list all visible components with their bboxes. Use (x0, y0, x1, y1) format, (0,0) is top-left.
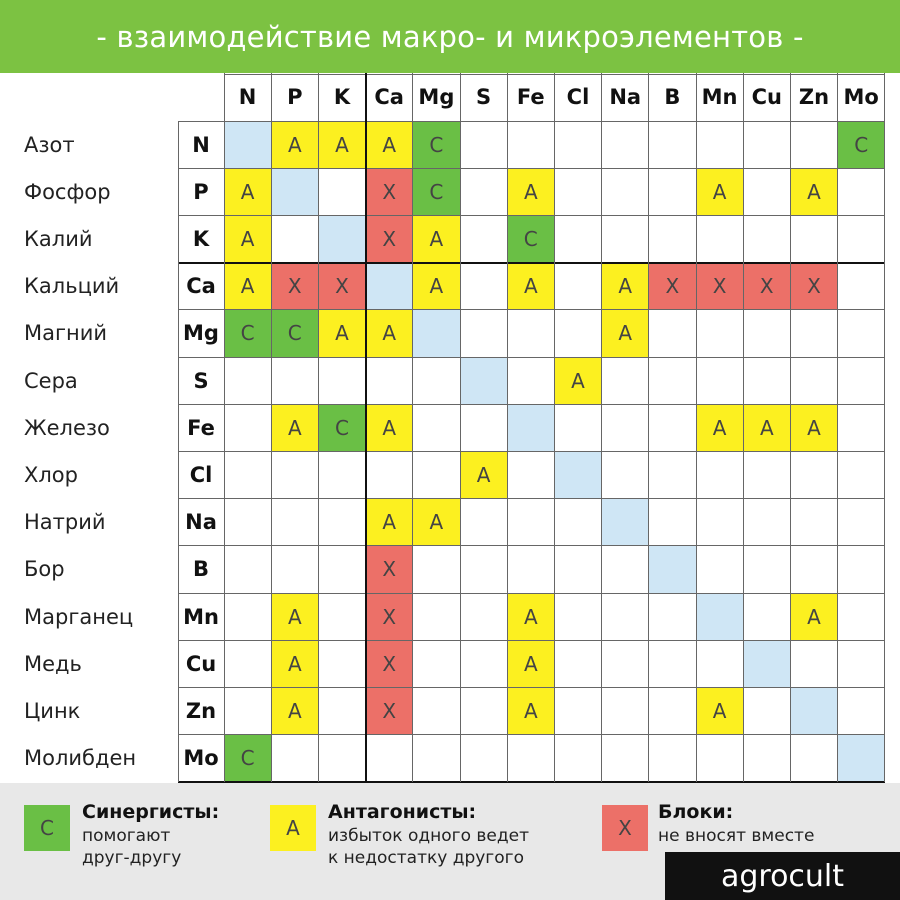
interaction-cell (649, 215, 696, 262)
interaction-cell (838, 215, 885, 262)
interaction-cell: А (554, 357, 601, 404)
row-symbol: Fe (187, 415, 215, 440)
grid-line (648, 73, 649, 782)
interaction-cell (838, 404, 885, 451)
interaction-cell (413, 546, 460, 593)
interaction-cell (838, 168, 885, 215)
interaction-cell (838, 357, 885, 404)
interaction-cell: А (696, 168, 743, 215)
interaction-cell (460, 499, 507, 546)
interaction-cell (460, 168, 507, 215)
interaction-cell: С (271, 310, 318, 357)
grid-line (837, 73, 838, 782)
interaction-cell (460, 546, 507, 593)
grid-line (412, 73, 413, 782)
interaction-cell: А (224, 263, 271, 310)
column-header-cu: Cu (751, 85, 782, 109)
grid-line (178, 734, 885, 735)
interaction-cell (602, 499, 649, 546)
interaction-cell (743, 735, 790, 782)
interaction-cell (790, 451, 837, 498)
interaction-cell (696, 357, 743, 404)
interaction-cell (838, 546, 885, 593)
row-name: Медь (24, 651, 82, 676)
interaction-cell (224, 121, 271, 168)
interaction-cell (554, 215, 601, 262)
grid-line (365, 73, 367, 782)
interaction-cell (602, 404, 649, 451)
interaction-cell (602, 357, 649, 404)
interaction-cell (318, 640, 365, 687)
interaction-cell: А (507, 168, 554, 215)
interaction-cell: А (318, 310, 365, 357)
grid-line (178, 687, 885, 688)
interaction-cell (460, 404, 507, 451)
interaction-cell: А (696, 687, 743, 734)
interaction-cell (790, 499, 837, 546)
interaction-cell: А (413, 263, 460, 310)
interaction-cell (366, 263, 413, 310)
interaction-cell: А (271, 593, 318, 640)
grid-line (178, 215, 885, 216)
column-header-n: N (238, 85, 257, 109)
interaction-cell (649, 357, 696, 404)
interaction-cell: А (507, 593, 554, 640)
interaction-cell: А (271, 404, 318, 451)
interaction-cell: Х (271, 263, 318, 310)
interaction-cell: Х (366, 593, 413, 640)
interaction-cell (413, 593, 460, 640)
interaction-cell (743, 451, 790, 498)
row-symbol: Na (185, 510, 217, 535)
interaction-cell (602, 215, 649, 262)
interaction-cell (271, 357, 318, 404)
legend-antagonism-line1: избыток одного ведет (328, 826, 529, 846)
interaction-cell (366, 735, 413, 782)
interaction-cell (271, 215, 318, 262)
interaction-cell: А (224, 215, 271, 262)
interaction-cell: Х (790, 263, 837, 310)
row-name: Кальций (24, 274, 120, 299)
legend-antagonism-line2: к недостатку другого (328, 848, 524, 868)
grid-line (178, 309, 885, 310)
interaction-cell (696, 451, 743, 498)
interaction-cell (649, 546, 696, 593)
interaction-cell (790, 310, 837, 357)
column-header-mo: Mo (843, 85, 879, 109)
interaction-cell (743, 168, 790, 215)
interaction-cell (554, 687, 601, 734)
grid-line (460, 73, 461, 782)
interaction-cell (790, 735, 837, 782)
grid-line (178, 451, 885, 452)
interaction-cell (507, 735, 554, 782)
interaction-cell (460, 215, 507, 262)
interaction-cell (743, 215, 790, 262)
row-symbol: Mo (183, 746, 219, 771)
row-symbol: Mg (183, 321, 219, 346)
row-symbol: Ca (186, 274, 216, 299)
interaction-cell: А (507, 640, 554, 687)
interaction-cell (649, 499, 696, 546)
interaction-cell: С (224, 735, 271, 782)
interaction-cell (790, 357, 837, 404)
interaction-cell (507, 451, 554, 498)
row-name: Цинк (24, 698, 81, 723)
grid-line (178, 121, 179, 782)
interaction-cell (554, 546, 601, 593)
interaction-cell (649, 593, 696, 640)
interaction-cell (224, 640, 271, 687)
column-header-p: P (287, 85, 303, 109)
interaction-cell (696, 121, 743, 168)
interaction-cell (271, 546, 318, 593)
interaction-cell: А (696, 404, 743, 451)
interaction-cell (790, 687, 837, 734)
grid-line (224, 73, 225, 782)
interaction-cell: С (224, 310, 271, 357)
column-header-mn: Mn (701, 85, 738, 109)
row-name: Железо (24, 415, 110, 440)
interaction-cell: А (366, 310, 413, 357)
interaction-cell (790, 546, 837, 593)
interaction-cell (838, 499, 885, 546)
row-name: Бор (24, 557, 65, 582)
interaction-cell (460, 263, 507, 310)
column-header-ca: Ca (374, 85, 404, 109)
interaction-cell: А (602, 310, 649, 357)
interaction-cell (460, 357, 507, 404)
interaction-cell (224, 357, 271, 404)
interaction-cell (554, 310, 601, 357)
interaction-cell: А (271, 121, 318, 168)
interaction-cell (271, 499, 318, 546)
interaction-cell (413, 687, 460, 734)
grid-line (554, 73, 555, 782)
column-header-b: B (664, 85, 681, 109)
interaction-cell (838, 310, 885, 357)
interaction-cell (649, 735, 696, 782)
interaction-cell (649, 404, 696, 451)
legend-synergy-line2: друг-другу (82, 848, 182, 868)
legend-block-title: Блоки: (658, 801, 734, 823)
interaction-cell (460, 121, 507, 168)
interaction-cell (507, 310, 554, 357)
interaction-cell (507, 499, 554, 546)
grid-line (178, 121, 885, 122)
row-name: Молибден (24, 746, 137, 771)
interaction-cell (554, 640, 601, 687)
interaction-cell (507, 546, 554, 593)
interaction-cell (838, 640, 885, 687)
interaction-cell (271, 168, 318, 215)
interaction-cell (554, 168, 601, 215)
interaction-cell (790, 121, 837, 168)
interaction-cell: А (460, 451, 507, 498)
interaction-cell (224, 451, 271, 498)
grid-line (178, 498, 885, 499)
interaction-cell: А (318, 121, 365, 168)
interaction-cell (224, 404, 271, 451)
column-header-k: K (333, 85, 351, 109)
interaction-cell (554, 499, 601, 546)
interaction-cell (696, 593, 743, 640)
interaction-cell (838, 451, 885, 498)
interaction-cell (602, 593, 649, 640)
grid-line (507, 73, 508, 782)
interaction-cell: Х (649, 263, 696, 310)
interaction-cell (507, 357, 554, 404)
page-title: - взаимодействие макро- и микроэлементов - (0, 0, 900, 73)
row-symbol: Mn (183, 604, 219, 629)
interaction-cell (318, 357, 365, 404)
interaction-cell (318, 735, 365, 782)
interaction-cell (838, 687, 885, 734)
interaction-cell: Х (366, 687, 413, 734)
interaction-cell (696, 310, 743, 357)
interaction-cell (224, 499, 271, 546)
interaction-cell (743, 687, 790, 734)
interaction-cell (460, 687, 507, 734)
interaction-cell (318, 687, 365, 734)
interaction-cell (743, 640, 790, 687)
grid-line (271, 73, 272, 782)
interaction-cell (318, 215, 365, 262)
interaction-cell (460, 640, 507, 687)
interaction-cell (554, 735, 601, 782)
interaction-cell (743, 357, 790, 404)
interaction-cell (649, 687, 696, 734)
interaction-cell: А (507, 263, 554, 310)
row-symbol: P (193, 179, 209, 204)
grid-line (178, 593, 885, 594)
interaction-cell (413, 735, 460, 782)
interaction-cell (318, 499, 365, 546)
interaction-cell: С (838, 121, 885, 168)
row-symbol: Cl (189, 462, 213, 487)
interaction-cell: Х (366, 640, 413, 687)
interaction-cell (743, 121, 790, 168)
interaction-cell (649, 640, 696, 687)
row-symbol: N (192, 132, 210, 157)
grid-line (178, 357, 885, 358)
interaction-cell (366, 357, 413, 404)
legend-antagonism-swatch: А (270, 805, 316, 851)
interaction-cell: А (366, 121, 413, 168)
interaction-cell (602, 121, 649, 168)
interaction-cell: Х (366, 546, 413, 593)
interaction-cell (743, 593, 790, 640)
interaction-cell (838, 263, 885, 310)
interaction-cell (696, 499, 743, 546)
interaction-cell (413, 640, 460, 687)
interaction-cell (554, 263, 601, 310)
row-name: Сера (24, 368, 78, 393)
interaction-cell (271, 451, 318, 498)
interaction-cell (649, 168, 696, 215)
column-header-fe: Fe (516, 85, 545, 109)
grid-line (178, 404, 885, 405)
interaction-cell (602, 546, 649, 593)
interaction-cell (460, 735, 507, 782)
grid-line (696, 73, 697, 782)
row-name: Магний (24, 321, 108, 346)
interaction-cell (507, 404, 554, 451)
grid-line (178, 262, 885, 264)
grid-line (178, 545, 885, 546)
brand-logo: agrocult (665, 852, 900, 900)
row-name: Фосфор (24, 179, 111, 204)
interaction-cell (743, 499, 790, 546)
interaction-cell: Х (318, 263, 365, 310)
interaction-cell: Х (366, 215, 413, 262)
interaction-cell: С (413, 168, 460, 215)
row-name: Азот (24, 132, 75, 157)
interaction-cell: А (271, 640, 318, 687)
row-name: Хлор (24, 462, 78, 487)
legend-block-line1: не вносят вместе (658, 826, 815, 846)
interaction-cell: С (413, 121, 460, 168)
interaction-cell (224, 687, 271, 734)
legend-synergy-title: Синергисты: (82, 801, 220, 823)
interaction-cell: А (790, 593, 837, 640)
column-header-cl: Cl (566, 85, 590, 109)
grid-line (884, 73, 885, 782)
interaction-cell: А (271, 687, 318, 734)
interaction-cell (838, 735, 885, 782)
interaction-cell (649, 310, 696, 357)
interaction-cell (790, 215, 837, 262)
interaction-cell (554, 121, 601, 168)
legend-synergy-swatch: С (24, 805, 70, 851)
interaction-cell (318, 546, 365, 593)
interaction-cell (413, 451, 460, 498)
row-symbol: Zn (185, 698, 217, 723)
interaction-cell (224, 546, 271, 593)
column-header-zn: Zn (798, 85, 830, 109)
grid-line (318, 73, 319, 782)
interaction-cell (554, 593, 601, 640)
interaction-cell (743, 546, 790, 593)
interaction-cell (602, 687, 649, 734)
column-header-na: Na (609, 85, 642, 109)
interaction-cell (602, 168, 649, 215)
row-name: Марганец (24, 604, 134, 629)
interaction-cell (460, 310, 507, 357)
legend-block-swatch: Х (602, 805, 648, 851)
column-header-s: S (476, 85, 492, 109)
interaction-cell (554, 404, 601, 451)
interaction-cell (271, 735, 318, 782)
interaction-cell (460, 593, 507, 640)
interaction-cell: Х (366, 168, 413, 215)
row-name: Калий (24, 226, 93, 251)
interaction-cell: А (366, 404, 413, 451)
grid-line (178, 640, 885, 641)
interaction-cell (838, 593, 885, 640)
interaction-cell: С (507, 215, 554, 262)
interaction-cell: А (743, 404, 790, 451)
interaction-cell (318, 451, 365, 498)
grid-line (790, 73, 791, 782)
interaction-cell (507, 121, 554, 168)
interaction-cell: А (602, 263, 649, 310)
interaction-cell (696, 735, 743, 782)
grid-line (601, 73, 602, 782)
interaction-cell (413, 310, 460, 357)
interaction-cell: А (413, 499, 460, 546)
interaction-cell (649, 451, 696, 498)
interaction-cell: А (790, 168, 837, 215)
grid-line (178, 168, 885, 169)
column-header-mg: Mg (418, 85, 455, 109)
interaction-cell (602, 735, 649, 782)
interaction-cell: А (413, 215, 460, 262)
interaction-cell: А (507, 687, 554, 734)
interaction-cell (602, 640, 649, 687)
interaction-cell (366, 451, 413, 498)
interaction-cell (318, 593, 365, 640)
interaction-cell (318, 168, 365, 215)
interaction-cell: Х (743, 263, 790, 310)
interaction-cell: С (318, 404, 365, 451)
interaction-cell: Х (696, 263, 743, 310)
interaction-cell: А (224, 168, 271, 215)
row-symbol: K (192, 226, 210, 251)
row-symbol: S (193, 368, 209, 393)
interaction-cell (649, 121, 696, 168)
grid-line (743, 73, 744, 782)
interaction-cell (696, 640, 743, 687)
interaction-cell (554, 451, 601, 498)
interaction-cell (696, 215, 743, 262)
row-symbol: Cu (185, 651, 217, 676)
interaction-cell (790, 640, 837, 687)
legend-synergy-line1: помогают (82, 826, 171, 846)
interaction-cell (413, 404, 460, 451)
row-symbol: B (192, 557, 209, 582)
interaction-cell (224, 593, 271, 640)
row-name: Натрий (24, 510, 106, 535)
interaction-cell (743, 310, 790, 357)
interaction-cell: А (790, 404, 837, 451)
interaction-cell (413, 357, 460, 404)
interaction-cell (696, 546, 743, 593)
interaction-cell: А (366, 499, 413, 546)
legend-antagonism-title: Антагонисты: (328, 801, 477, 823)
interaction-cell (602, 451, 649, 498)
